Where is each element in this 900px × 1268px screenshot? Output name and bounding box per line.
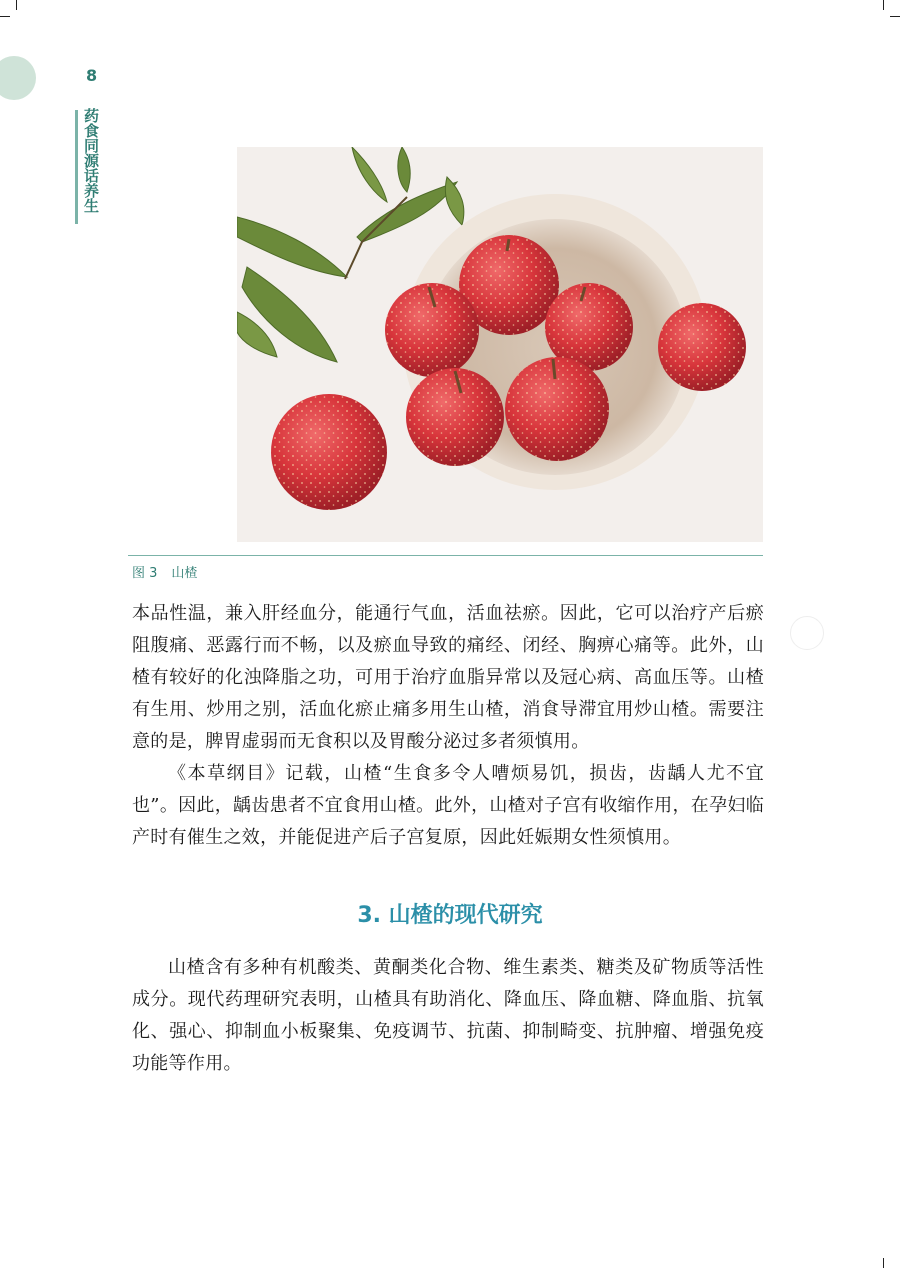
page-number: 8 [86, 66, 98, 85]
section-heading: 3. 山楂的现代研究 [357, 903, 543, 928]
hawthorn-photo [237, 147, 763, 542]
crop-mark-top-left [16, 0, 17, 10]
body-text-top [132, 598, 764, 854]
side-title-bar [75, 110, 78, 224]
crop-mark-top-left-h [0, 16, 10, 17]
crop-mark-bottom-right [883, 1258, 884, 1268]
hawthorn-illustration [237, 147, 763, 542]
paragraph: 本品性温，兼入肝经血分，能通行气血，活血祛瘀。因此，它可以治疗产后瘀阻腹痛、恶露行而不畅，以及瘀血导致的痛经、闭经、胸痹心痛等。此外，山楂有较好的化浊降脂之功，可用于治疗血脂异常以及冠心病、高血压等。山楂有生用、炒用之别，活血化瘀止痛多用生山楂，消食导滞宜用炒山楂。需要注意的是，脾胃虚弱而无食积以及胃酸分泌过多者须慎用。 [132, 603, 764, 752]
crop-mark-top-right-h [890, 16, 900, 17]
body-text-bottom [132, 952, 764, 1080]
page-corner-circle [0, 56, 36, 100]
figure-caption [132, 562, 211, 581]
paragraph: 《本草纲目》记载，山楂“生食多令人嘈烦易饥，损齿，齿龋人尤不宜也”。因此，龋齿患者不宜食用山楂。此外，山楂对子宫有收缩作用，在孕妇临产时有催生之效，并能促进产后子宫复原，因此妊娠期女性须慎用。 [132, 763, 764, 848]
figure-label: 图 3 [132, 566, 158, 581]
figure-title: 山楂 [171, 566, 198, 581]
book-side-title: 药食同源话养生 [82, 108, 100, 213]
caption-divider [128, 555, 763, 556]
paragraph: 山楂含有多种有机酸类、黄酮类化合物、维生素类、糖类及矿物质等活性成分。现代药理研究表明，山楂具有助消化、降血压、降血糖、降血脂、抗氧化、强心、抑制血小板聚集、免疫调节、抗菌、抑制畸变、抗肿瘤、增强免疫功能等作用。 [132, 957, 764, 1074]
crop-mark-top-right [883, 0, 884, 10]
watermark-stamp [790, 616, 824, 650]
